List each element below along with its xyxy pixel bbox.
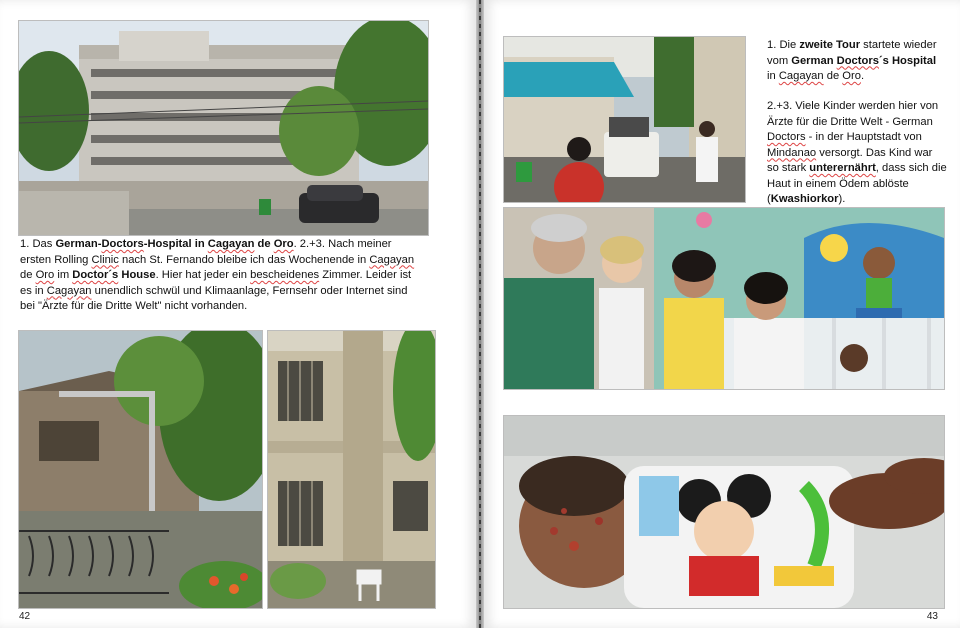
child-kwashiorkor-photo — [503, 415, 945, 609]
doctors-house-facade-photo — [267, 330, 436, 609]
right-caption-children: 2.+3. Viele Kinder werden hier von Ärzte für die Dritte Welt - German Doctors - in der Hauptstadt von Mindanao versorgt. Das Kind war so stark unterernährt, dass sich die Haut in einem Ödem ablöste (Kwashiorkor). — [767, 100, 947, 205]
ward-consultation-photo — [503, 207, 945, 390]
street-tour-start-photo — [503, 36, 746, 203]
left-page — [0, 0, 476, 628]
gutter-stitching — [479, 0, 481, 628]
left-caption: 1. Das German-Doctors-Hospital in Cagayan de Oro. 2.+3. Nach meiner ersten Rolling Clinic nach St. Fernando bleibe ich das Wochenende in Cagayan de Oro im Doctor´s House. Hier hat jeder ein bescheidenes Zimmer. Leider ist es in Cagayan unendlich schwül und Klimaanlage, Fernsehr oder Internet sind bei "Ärzte für die Dritte Welt" nicht vorhanden. — [20, 238, 415, 312]
page-number-left: 42 — [19, 611, 31, 622]
page-number-right: 43 — [926, 611, 938, 622]
right-page — [484, 0, 960, 628]
hospital-building-photo — [18, 20, 429, 236]
doctors-house-garden-photo — [18, 330, 263, 609]
right-caption-tour: 1. Die zweite Tour startete wieder vom German Doctors´s Hospital in Cagayan de Oro. — [767, 39, 937, 82]
